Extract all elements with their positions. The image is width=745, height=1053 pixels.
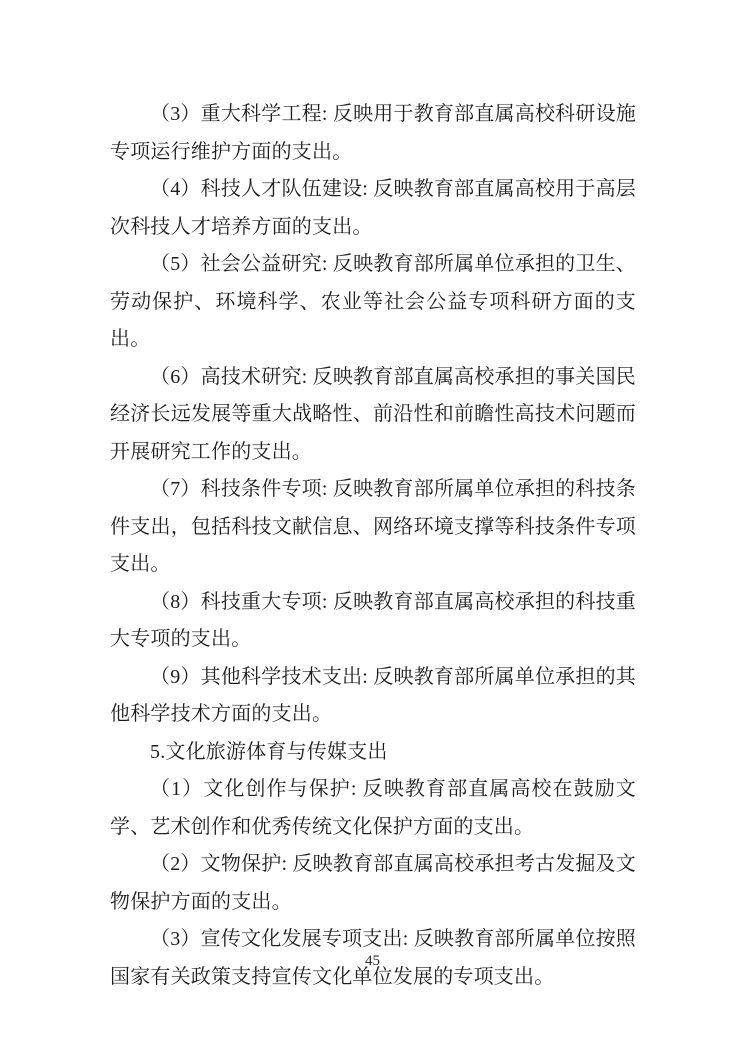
paragraph-public-welfare-research: （5）社会公益研究: 反映教育部所属单位承担的卫生、劳动保护、环境科学、农业等社会公益专项科研方面的支出。 [110,253,636,350]
paragraph-cultural-creation-protection: （1）文化创作与保护: 反映教育部直属高校在鼓励文学、艺术创作和优秀传统文化保护方面的支出。 [110,778,636,838]
paragraph-major-science-project: （3）重大科学工程: 反映用于教育部直属高校科研设施专项运行维护方面的支出。 [110,103,636,163]
page-number: 45 [365,953,380,969]
paragraph-high-tech-research: （6）高技术研究: 反映教育部直属高校承担的事关国民经济长远发展等重大战略性、前沿性和前瞻性高技术问题而开展研究工作的支出。 [110,365,636,463]
paragraph-cultural-relics-protection: （2）文物保护: 反映教育部直属高校承担考古发掘及文物保护方面的支出。 [110,853,636,913]
paragraph-sci-tech-talent-team: （4）科技人才队伍建设: 反映教育部直属高校用于高层次科技人才培养方面的支出。 [110,178,636,238]
document-body [110,96,636,996]
paragraph-sci-tech-conditions-special: （7）科技条件专项: 反映教育部所属单位承担的科技条件支出，包括科技文献信息、网络环境支撑等科技条件专项支出。 [110,478,636,575]
paragraph-other-sci-tech-expenditure: （9）其他科学技术支出: 反映教育部所属单位承担的其他科学技术方面的支出。 [110,665,636,725]
section-heading-culture-tourism-sports-media: 5.文化旅游体育与传媒支出 [150,740,388,763]
paragraph-sci-tech-major-special: （8）科技重大专项: 反映教育部直属高校承担的科技重大专项的支出。 [110,590,636,650]
paragraph-publicity-culture-development: （3）宣传文化发展专项支出: 反映教育部所属单位按照国家有关政策支持宣传文化单位发展的专项支出。 [110,928,636,988]
